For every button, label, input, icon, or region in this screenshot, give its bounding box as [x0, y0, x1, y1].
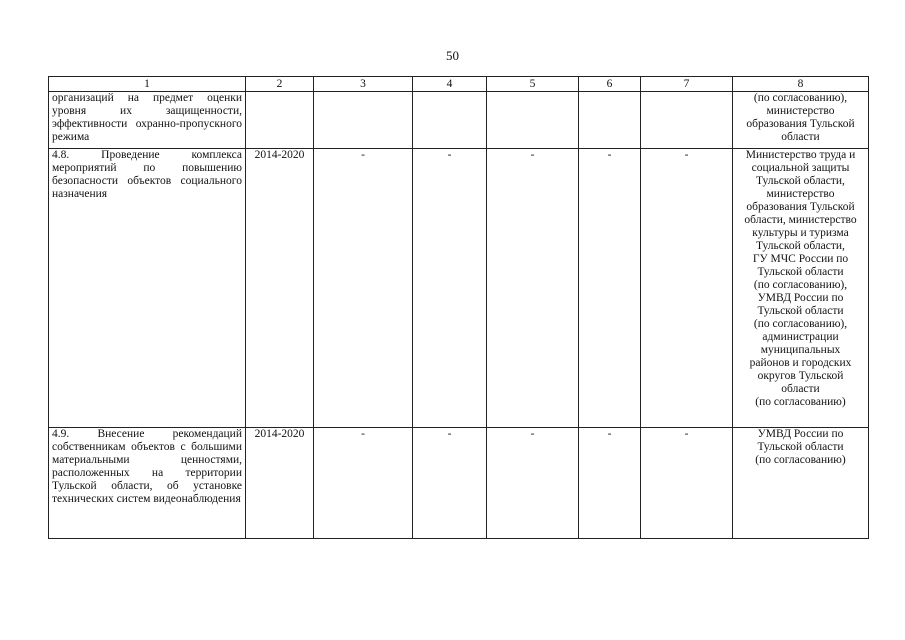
measure-period	[246, 92, 314, 149]
header-col-6: 6	[579, 77, 641, 92]
executor-line: администрации	[762, 331, 839, 343]
executor-line: Министерство труда и	[745, 149, 856, 161]
measure-period: 2014-2020	[246, 149, 314, 428]
measure-col-5: -	[487, 149, 579, 428]
measure-executors	[733, 92, 869, 149]
page-number: 50	[446, 48, 459, 63]
executor-line: Тульской области	[757, 266, 844, 278]
measure-description: 4.8. Проведение комплекса мероприятий по повышению безопасности объектов социального назначения	[49, 149, 246, 428]
executor-line: (по согласованию)	[755, 454, 846, 466]
executor-line: (по согласованию),	[753, 318, 848, 330]
executor-line: министерство	[766, 188, 835, 200]
executor-line: районов и городских	[749, 357, 852, 369]
measure-col-7	[641, 92, 733, 149]
table-row	[49, 428, 869, 539]
executor-line: области, министерство	[744, 214, 857, 226]
measure-col-5: -	[487, 428, 579, 539]
executor-line: (по согласованию)	[755, 396, 846, 408]
executor-line: области	[781, 383, 820, 395]
measure-col-4: -	[413, 149, 487, 428]
executor-line: ГУ МЧС России по	[752, 253, 849, 265]
measure-col-6	[579, 92, 641, 149]
executor-line: образования Тульской	[746, 118, 855, 130]
header-col-2: 2	[246, 77, 314, 92]
executor-line: культуры и туризма	[752, 227, 849, 239]
header-col-7: 7	[641, 77, 733, 92]
executor-line: Тульской области	[757, 305, 844, 317]
executor-line: Тульской области	[757, 441, 844, 453]
executor-line: УМВД России по	[757, 292, 844, 304]
executor-line: области	[781, 131, 820, 143]
table-row	[49, 92, 869, 149]
executor-line: (по согласованию),	[753, 92, 848, 104]
measure-col-6: -	[579, 428, 641, 539]
measure-description: 4.9. Внесение рекомендаций собственникам объектов с большими материальными ценностями, расположенных на территории Тульской области, об установке технических систем видеонаблюдения	[49, 428, 246, 539]
measure-description: организаций на предмет оценки уровня их защищенности, эффективности охранно-пропускного режима	[49, 92, 246, 149]
table-header-row	[49, 77, 869, 92]
header-col-1: 1	[49, 77, 246, 92]
measure-col-3	[314, 92, 413, 149]
measure-col-4	[413, 92, 487, 149]
measure-col-3: -	[314, 149, 413, 428]
measure-executors	[733, 428, 869, 539]
measure-col-7: -	[641, 428, 733, 539]
header-col-5: 5	[487, 77, 579, 92]
executor-line: Тульской области,	[756, 175, 845, 187]
executor-line: (по согласованию),	[753, 279, 848, 291]
measure-col-6: -	[579, 149, 641, 428]
measure-col-5	[487, 92, 579, 149]
table-row	[49, 149, 869, 428]
executor-line: образования Тульской	[746, 201, 855, 213]
measures-table	[48, 76, 869, 539]
measure-col-7: -	[641, 149, 733, 428]
executor-line: социальной защиты	[751, 162, 850, 174]
executor-line: министерство	[766, 105, 835, 117]
measure-col-3: -	[314, 428, 413, 539]
executor-line: Тульской области,	[756, 240, 845, 252]
header-col-8: 8	[733, 77, 869, 92]
executor-line: муниципальных	[760, 344, 841, 356]
measure-period: 2014-2020	[246, 428, 314, 539]
measure-col-4: -	[413, 428, 487, 539]
header-col-3: 3	[314, 77, 413, 92]
measure-executors	[733, 149, 869, 428]
executor-line: округов Тульской	[757, 370, 844, 382]
executor-line: УМВД России по	[757, 428, 844, 440]
header-col-4: 4	[413, 77, 487, 92]
